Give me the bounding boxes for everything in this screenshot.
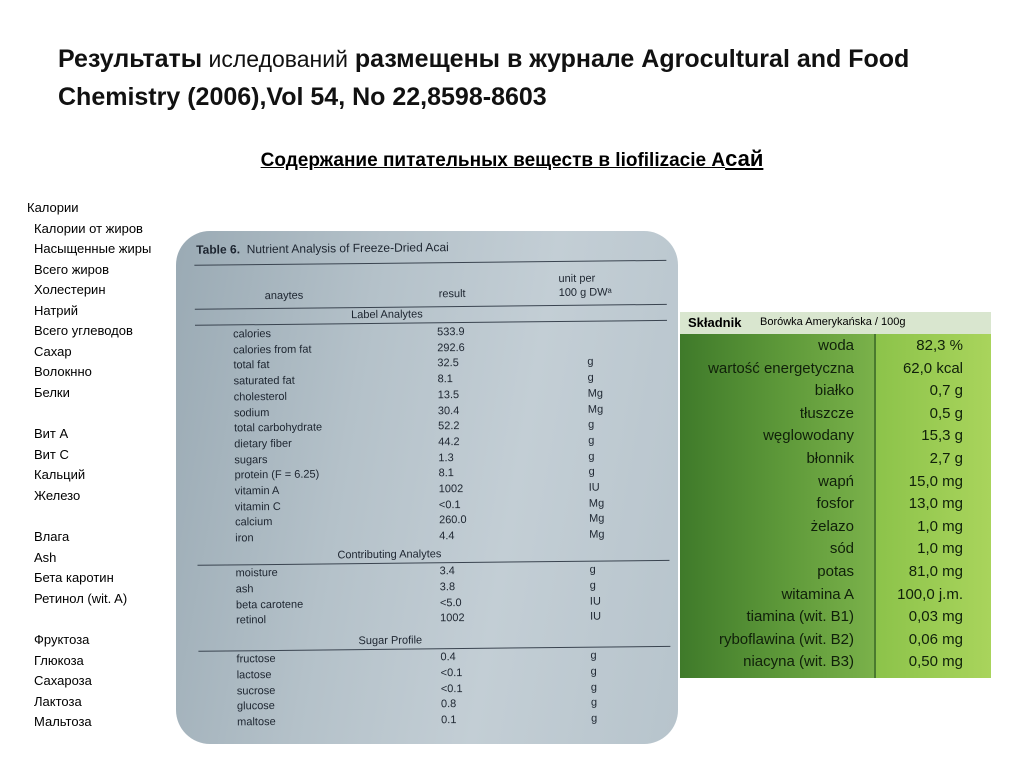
- green-table-row: [680, 473, 991, 496]
- photo-cell-value: 1.3: [438, 451, 454, 464]
- ru-list-item: Калории: [27, 200, 79, 215]
- photo-table-content: [176, 231, 678, 744]
- photo-cell-value: <0.1: [440, 666, 463, 680]
- freeze-dried-acai-table-photo: [176, 231, 678, 744]
- green-cell-value: 2,7 g: [929, 450, 963, 467]
- photo-cell-name: calories: [233, 328, 272, 341]
- green-table-row: [680, 586, 991, 609]
- photo-cell-value: 0.8: [440, 698, 457, 711]
- ru-list-item: Ретинол (wit. A): [34, 590, 128, 606]
- green-cell-name: woda: [818, 337, 854, 354]
- green-cell-value: 1,0 mg: [917, 540, 963, 558]
- col-unit-line1: unit per: [558, 272, 596, 285]
- photo-cell-unit: IU: [589, 595, 601, 608]
- photo-cell-value: 260.0: [438, 514, 467, 527]
- green-table-row: [680, 631, 991, 654]
- green-cell-name: fosfor: [816, 495, 854, 513]
- photo-cell-value: 8.1: [437, 373, 453, 386]
- photo-cell-name: moisture: [235, 566, 278, 580]
- ru-list-item: Кальций: [34, 467, 86, 482]
- green-table-header: [680, 312, 991, 334]
- ru-list-item: Влага: [34, 529, 70, 544]
- green-cell-value: 62,0 kcal: [902, 359, 963, 377]
- green-cell-name: tiamina (wit. B1): [746, 608, 854, 626]
- green-table-row: [680, 382, 991, 405]
- green-cell-value: 0,5 g: [929, 404, 963, 422]
- green-table-row: [680, 450, 991, 473]
- col-analytes: anaytes: [264, 289, 304, 303]
- photo-cell-unit: IU: [590, 610, 602, 624]
- photo-cell-value: <0.1: [438, 498, 461, 511]
- green-cell-name: wartość energetyczna: [708, 359, 854, 377]
- photo-cell-value: 4.4: [439, 530, 455, 543]
- photo-cell-unit: g: [589, 579, 596, 592]
- ru-list-item: Насыщенные жиры: [34, 241, 152, 256]
- photo-cell-name: iron: [235, 532, 254, 545]
- photo-cell-value: 0.1: [441, 714, 457, 727]
- ru-list-item: Волокнно: [34, 364, 92, 379]
- green-cell-name: witamina A: [781, 585, 854, 603]
- photo-cell-value: 1002: [438, 483, 464, 496]
- photo-cell-unit: g: [587, 356, 594, 369]
- photo-cell-unit: g: [590, 681, 597, 694]
- photo-cell-value: 3.8: [439, 580, 456, 594]
- green-header-rest: Borówka Amerykańska / 100g: [760, 316, 906, 328]
- photo-cell-value: 13.5: [437, 388, 460, 402]
- photo-cell-unit: g: [590, 649, 597, 662]
- photo-cell-name: fructose: [236, 652, 276, 666]
- green-table-row: [680, 563, 991, 586]
- section-sugar-profile: Sugar Profile: [358, 634, 423, 648]
- green-cell-value: 82,3 %: [916, 337, 963, 354]
- ru-list-item: Фруктоза: [34, 632, 90, 647]
- green-cell-name: sód: [829, 540, 854, 558]
- green-cell-value: 0,03 mg: [908, 608, 963, 626]
- photo-table-title-text: Nutrient Analysis of Freeze-Dried Acai: [246, 240, 449, 257]
- green-table-row: [680, 540, 991, 563]
- photo-cell-unit: g: [587, 371, 594, 384]
- photo-cell-name: dietary fiber: [234, 437, 292, 451]
- ru-list-item: Калории от жиров: [34, 220, 143, 236]
- green-cell-value: 0,06 mg: [908, 630, 963, 648]
- green-cell-name: wapń: [818, 472, 854, 490]
- photo-cell-unit: g: [590, 697, 598, 710]
- green-cell-name: węglowodany: [763, 427, 854, 445]
- photo-cell-value: 0.4: [440, 651, 456, 664]
- photo-cell-value: 292.6: [437, 341, 465, 354]
- ru-list-item: Холестерин: [34, 282, 106, 297]
- photo-cell-name: vitamin C: [234, 500, 281, 514]
- green-cell-value: 100,0 j.m.: [897, 585, 963, 603]
- photo-cell-name: total carbohydrate: [234, 421, 323, 435]
- photo-cell-unit: Mg: [587, 403, 604, 416]
- green-table-row: [680, 608, 991, 631]
- subtitle-main: Содержание питательных веществ в liofilizacie А: [260, 150, 726, 171]
- photo-cell-value: 32.5: [437, 357, 459, 370]
- photo-cell-unit: IU: [588, 481, 600, 494]
- photo-cell-unit: Mg: [588, 497, 605, 510]
- green-table-row: [680, 405, 991, 428]
- photo-cell-name: maltose: [237, 716, 276, 729]
- photo-cell-unit: g: [587, 418, 595, 431]
- blueberry-nutrient-table: [680, 312, 991, 678]
- ru-list-item: Глюкоза: [34, 652, 84, 668]
- green-cell-name: białko: [814, 382, 854, 400]
- photo-cell-value: 30.4: [437, 404, 460, 417]
- list-gap: [27, 506, 151, 527]
- ru-list-item: Всего углеводов: [34, 323, 133, 338]
- green-cell-name: tłuszcze: [799, 404, 854, 422]
- green-cell-value: 15,0 mg: [908, 472, 963, 490]
- green-header-skladnik: Składnik: [688, 315, 742, 330]
- photo-cell-unit: Mg: [588, 512, 605, 526]
- title-part2: иследований: [202, 46, 348, 72]
- green-cell-value: 1,0 mg: [917, 517, 963, 535]
- slide-title: [58, 40, 988, 116]
- green-table-row: [680, 360, 991, 383]
- green-table-row: [680, 518, 991, 541]
- green-table-row: [680, 653, 991, 676]
- photo-cell-value: 44.2: [438, 435, 460, 449]
- ru-list-item: Железо: [34, 487, 81, 503]
- ru-list-item: Лактоза: [34, 693, 82, 709]
- green-cell-value: 81,0 mg: [908, 563, 963, 580]
- photo-cell-name: calcium: [234, 516, 273, 529]
- green-cell-value: 13,0 mg: [908, 495, 963, 513]
- photo-cell-name: sodium: [233, 406, 270, 419]
- title-part1: Результаты: [58, 45, 203, 73]
- subtitle-acai: сай: [725, 146, 764, 171]
- section-contributing-analytes: Contributing Analytes: [337, 548, 442, 562]
- photo-table-title: [196, 240, 449, 257]
- ru-list-item: Вит А: [34, 426, 69, 441]
- green-cell-name: potas: [817, 563, 854, 580]
- list-gap: [27, 403, 151, 424]
- photo-cell-name: ash: [235, 583, 254, 596]
- photo-top-rule: [194, 260, 666, 266]
- photo-cell-value: <5.0: [439, 596, 462, 609]
- col-result: result: [438, 287, 466, 301]
- photo-cell-unit: g: [588, 450, 595, 463]
- ru-list-item: Натрий: [34, 302, 79, 318]
- green-table-row: [680, 495, 991, 518]
- ru-list-item: Сахар: [34, 343, 72, 359]
- photo-cell-name: calories from fat: [233, 343, 312, 357]
- ru-list-item: Вит С: [34, 446, 69, 462]
- photo-cell-name: beta carotene: [235, 598, 304, 611]
- photo-cell-name: sugars: [234, 453, 268, 466]
- photo-cell-unit: g: [589, 563, 596, 576]
- photo-cell-unit: Mg: [587, 387, 604, 400]
- green-cell-value: 0,7 g: [929, 382, 963, 400]
- ru-list-item: Бета каротин: [34, 570, 114, 585]
- green-table-row: [680, 427, 991, 450]
- ru-list-item: Мальтоза: [34, 714, 92, 729]
- slide-subtitle: [0, 146, 1024, 172]
- photo-cell-name: total fat: [233, 359, 270, 372]
- photo-cell-value: 8.1: [438, 467, 454, 480]
- ru-list-item: Ash: [34, 549, 57, 565]
- photo-table-label: Table 6.: [196, 242, 241, 257]
- photo-cell-name: sucrose: [236, 684, 276, 697]
- photo-cell-unit: g: [591, 712, 598, 725]
- photo-cell-value: <0.1: [440, 682, 463, 695]
- green-cell-name: błonnik: [806, 450, 854, 467]
- photo-cell-name: cholesterol: [233, 390, 288, 404]
- photo-cell-unit: g: [590, 665, 597, 678]
- photo-cell-value: 3.4: [439, 565, 455, 578]
- list-gap: [27, 609, 151, 630]
- green-cell-value: 0,50 mg: [908, 653, 963, 671]
- photo-cell-unit: g: [588, 465, 595, 478]
- photo-cell-name: vitamin A: [234, 484, 280, 498]
- green-cell-value: 15,3 g: [921, 427, 963, 445]
- photo-cell-name: lactose: [236, 668, 272, 682]
- photo-cell-value: 533.9: [437, 325, 465, 339]
- photo-cell-value: 52.2: [437, 420, 460, 433]
- ru-list-item: Сахароза: [34, 673, 92, 688]
- photo-cell-name: glucose: [236, 700, 275, 713]
- col-unit-line2: 100 g DWᵃ: [558, 286, 612, 299]
- green-cell-name: żelazo: [810, 517, 854, 535]
- green-cell-name: niacyna (wit. B3): [743, 653, 854, 671]
- photo-cell-unit: Mg: [589, 528, 605, 541]
- russian-nutrient-list: [27, 198, 151, 733]
- photo-cell-value: 1002: [440, 612, 465, 625]
- green-cell-name: ryboflawina (wit. B2): [718, 630, 854, 648]
- photo-cell-name: saturated fat: [233, 374, 295, 388]
- photo-cell-unit: g: [588, 434, 595, 447]
- title-part3: размещены в журнале Agrocultural and Food Chemistry (2006),Vol 54, No 22,8598-8603: [58, 45, 910, 111]
- section-label-analytes: Label Analytes: [351, 308, 423, 322]
- photo-cell-name: protein (F = 6.25): [234, 468, 320, 482]
- photo-cell-name: retinol: [236, 614, 267, 627]
- ru-list-item: Всего жиров: [34, 261, 110, 277]
- ru-list-item: Белки: [34, 384, 70, 400]
- green-table-row: [680, 337, 991, 360]
